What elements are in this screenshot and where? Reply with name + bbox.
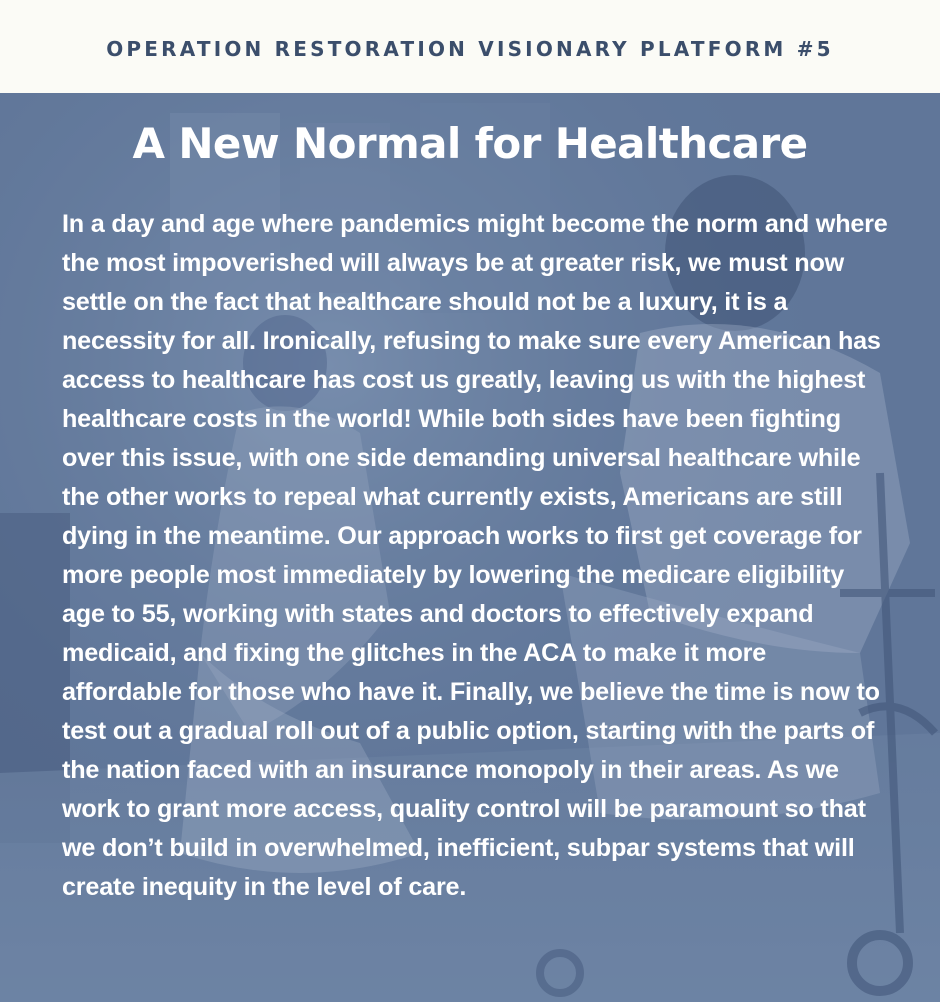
hero-photo-panel [0, 93, 940, 1002]
platform-content [0, 93, 940, 1002]
header-band [0, 0, 940, 93]
platform-eyebrow: OPERATION RESTORATION VISIONARY PLATFORM #5 [106, 36, 834, 61]
platform-title: A New Normal for Healthcare [132, 119, 808, 168]
platform-body-text: In a day and age where pandemics might become the norm and where the most impoverished will always be at greater risk, we must now settle on the fact that healthcare should not be a luxury, it is a necessity for all. Ironically, refusing to make sure every American has access to healthcare has cost us greatly, leaving us with the highest healthcare costs in the world! While both sides have been fighting over this issue, with one side demanding universal healthcare while the other works to repeal what currently exists, Americans are still dying in the meantime. Our approach works to first get coverage for more people most immediately by lowering the medicare eligibility age to 55, working with states and doctors to effectively expand medicaid, and fixing the glitches in the ACA to make it more affordable for those who have it. Finally, we believe the time is now to test out a gradual roll out of a public option, starting with the parts of the nation faced with an insurance monopoly in their areas. As we work to grant more access, quality control will be paramount so that we don’t build in overwhelmed, inefficient, subpar systems that will create inequity in the level of care. [62, 210, 888, 901]
